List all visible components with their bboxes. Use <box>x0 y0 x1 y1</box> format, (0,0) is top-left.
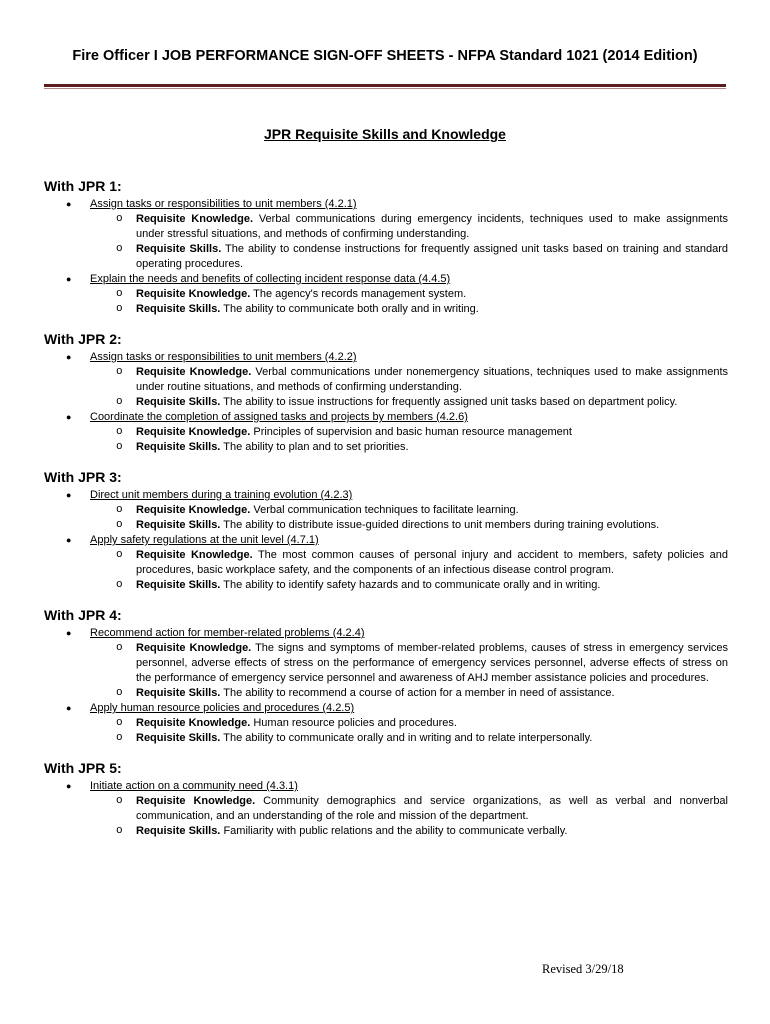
task-text: Recommend action for member-related problems (4.2.4) <box>90 627 365 639</box>
requisite-knowledge-text: The signs and symptoms of member-related problems, causes of stress in emergency services personnel, adverse effects of stress on the performance of emergency services personnel, adverse effects of stress on the performance of emergency service personnel and awareness of AHJ member assistance policies and procedures. <box>136 642 729 684</box>
bullet-icon: ● <box>66 628 72 638</box>
requisite-skills-text: The ability to condense instructions for frequently assigned unit tasks based on training and standard operating procedures. <box>136 243 728 270</box>
requisite-skills <box>44 242 728 272</box>
header-divider <box>44 84 726 87</box>
circle-bullet-icon: o <box>116 504 123 516</box>
circle-bullet-icon: o <box>116 717 123 729</box>
requisite-skills-text: The ability to issue instructions for frequently assigned unit tasks based on department policy. <box>223 396 678 408</box>
requisite-skills-text: The ability to recommend a course of action for a member in need of assistance. <box>223 687 615 699</box>
requisite-knowledge <box>44 641 728 686</box>
requisite-knowledge-text: Verbal communication techniques to facilitate learning. <box>253 504 519 516</box>
requisite-skills <box>44 440 728 455</box>
requisite-knowledge <box>44 548 728 578</box>
task-text: Direct unit members during a training evolution (4.2.3) <box>90 489 353 501</box>
requisite-knowledge-label: Requisite Knowledge. <box>136 642 252 654</box>
task-item <box>44 779 728 794</box>
requisite-knowledge-text: The agency's records management system. <box>253 288 467 300</box>
jpr-title: With JPR 4: <box>44 607 122 623</box>
circle-bullet-icon: o <box>116 642 123 654</box>
requisite-knowledge <box>44 365 728 395</box>
header-divider-thin <box>44 88 726 89</box>
requisite-skills-text: The ability to distribute issue-guided directions to unit members during training evolutions. <box>223 519 660 531</box>
requisite-knowledge-label: Requisite Knowledge. <box>136 426 251 438</box>
jpr-section <box>44 178 728 317</box>
circle-bullet-icon: o <box>116 825 123 837</box>
requisite-skills-text: Familiarity with public relations and the ability to communicate verbally. <box>223 825 568 837</box>
task-item <box>44 197 728 212</box>
requisite-skills-label: Requisite Skills. <box>136 687 221 699</box>
section-title: JPR Requisite Skills and Knowledge <box>264 126 506 142</box>
requisite-knowledge <box>44 287 728 302</box>
requisite-skills <box>44 578 728 593</box>
requisite-skills-label: Requisite Skills. <box>136 825 221 837</box>
requisite-knowledge-text: Verbal communications under nonemergency situations, techniques used to make assignments under routine situations, and methods of confirming understanding. <box>136 366 729 393</box>
requisite-skills <box>44 302 728 317</box>
document-header-title: Fire Officer I JOB PERFORMANCE SIGN-OFF SHEETS - NFPA Standard 1021 (2014 Edition) <box>72 48 698 64</box>
jpr-list <box>44 178 728 853</box>
requisite-knowledge-label: Requisite Knowledge. <box>136 366 252 378</box>
circle-bullet-icon: o <box>116 579 123 591</box>
circle-bullet-icon: o <box>116 396 123 408</box>
requisite-knowledge-text: Human resource policies and procedures. <box>253 717 457 729</box>
requisite-knowledge-text: Verbal communications during emergency incidents, techniques used to make assignments under stressful situations, and methods of confirming understanding. <box>136 213 728 240</box>
circle-bullet-icon: o <box>116 213 123 225</box>
requisite-knowledge <box>44 425 728 440</box>
jpr-section <box>44 760 728 839</box>
requisite-knowledge-label: Requisite Knowledge. <box>136 504 251 516</box>
requisite-skills-label: Requisite Skills. <box>136 579 221 591</box>
circle-bullet-icon: o <box>116 243 123 255</box>
bullet-icon: ● <box>66 535 72 545</box>
task-item <box>44 488 728 503</box>
task-text: Assign tasks or responsibilities to unit members (4.2.1) <box>90 198 357 210</box>
task-item <box>44 626 728 641</box>
bullet-icon: ● <box>66 412 72 422</box>
circle-bullet-icon: o <box>116 366 123 378</box>
requisite-knowledge-text: Community demographics and service organizations, as well as verbal and nonverbal communication, and an understanding of the role and mission of the department. <box>136 795 728 822</box>
task-item <box>44 272 728 287</box>
requisite-skills <box>44 518 728 533</box>
jpr-section <box>44 469 728 593</box>
circle-bullet-icon: o <box>116 426 123 438</box>
requisite-skills <box>44 824 728 839</box>
requisite-knowledge-label: Requisite Knowledge. <box>136 213 254 225</box>
requisite-knowledge-label: Requisite Knowledge. <box>136 795 256 807</box>
requisite-skills-label: Requisite Skills. <box>136 519 221 531</box>
requisite-skills-label: Requisite Skills. <box>136 243 222 255</box>
task-item <box>44 533 728 548</box>
requisite-knowledge <box>44 503 728 518</box>
jpr-title: With JPR 5: <box>44 760 122 776</box>
bullet-icon: ● <box>66 199 72 209</box>
task-text: Initiate action on a community need (4.3.1) <box>90 780 298 792</box>
circle-bullet-icon: o <box>116 441 123 453</box>
circle-bullet-icon: o <box>116 519 123 531</box>
jpr-title: With JPR 1: <box>44 178 122 194</box>
requisite-skills-label: Requisite Skills. <box>136 732 221 744</box>
task-text: Apply safety regulations at the unit level (4.7.1) <box>90 534 319 546</box>
task-text: Apply human resource policies and procedures (4.2.5) <box>90 702 355 714</box>
requisite-skills-text: The ability to plan and to set priorities. <box>223 441 409 453</box>
task-text: Coordinate the completion of assigned tasks and projects by members (4.2.6) <box>90 411 468 423</box>
requisite-knowledge-label: Requisite Knowledge. <box>136 288 251 300</box>
requisite-knowledge <box>44 212 728 242</box>
requisite-knowledge-label: Requisite Knowledge. <box>136 717 251 729</box>
requisite-skills-label: Requisite Skills. <box>136 441 221 453</box>
circle-bullet-icon: o <box>116 288 123 300</box>
requisite-skills <box>44 395 728 410</box>
requisite-skills <box>44 731 728 746</box>
bullet-icon: ● <box>66 274 72 284</box>
bullet-icon: ● <box>66 352 72 362</box>
requisite-knowledge-text: Principles of supervision and basic human resource management <box>253 426 572 438</box>
requisite-skills-text: The ability to communicate orally and in writing and to relate interpersonally. <box>223 732 593 744</box>
bullet-icon: ● <box>66 781 72 791</box>
requisite-skills <box>44 686 728 701</box>
bullet-icon: ● <box>66 490 72 500</box>
circle-bullet-icon: o <box>116 732 123 744</box>
task-item <box>44 350 728 365</box>
requisite-skills-text: The ability to communicate both orally and in writing. <box>223 303 479 315</box>
circle-bullet-icon: o <box>116 549 123 561</box>
requisite-skills-label: Requisite Skills. <box>136 303 221 315</box>
task-item <box>44 701 728 716</box>
task-item <box>44 410 728 425</box>
jpr-section <box>44 607 728 746</box>
requisite-knowledge <box>44 794 728 824</box>
requisite-knowledge <box>44 716 728 731</box>
circle-bullet-icon: o <box>116 795 123 807</box>
requisite-knowledge-label: Requisite Knowledge. <box>136 549 253 561</box>
requisite-knowledge-text: The most common causes of personal injury and accident to members, safety policies and procedures, basic workplace safety, and the components of an infectious disease control program. <box>136 549 728 576</box>
jpr-title: With JPR 3: <box>44 469 122 485</box>
requisite-skills-text: The ability to identify safety hazards and to communicate orally and in writing. <box>223 579 601 591</box>
jpr-section <box>44 331 728 455</box>
revision-date: Revised 3/29/18 <box>542 962 624 976</box>
task-text: Assign tasks or responsibilities to unit members (4.2.2) <box>90 351 357 363</box>
jpr-title: With JPR 2: <box>44 331 122 347</box>
requisite-skills-label: Requisite Skills. <box>136 396 221 408</box>
circle-bullet-icon: o <box>116 303 123 315</box>
task-text: Explain the needs and benefits of collecting incident response data (4.4.5) <box>90 273 451 285</box>
bullet-icon: ● <box>66 703 72 713</box>
circle-bullet-icon: o <box>116 687 123 699</box>
